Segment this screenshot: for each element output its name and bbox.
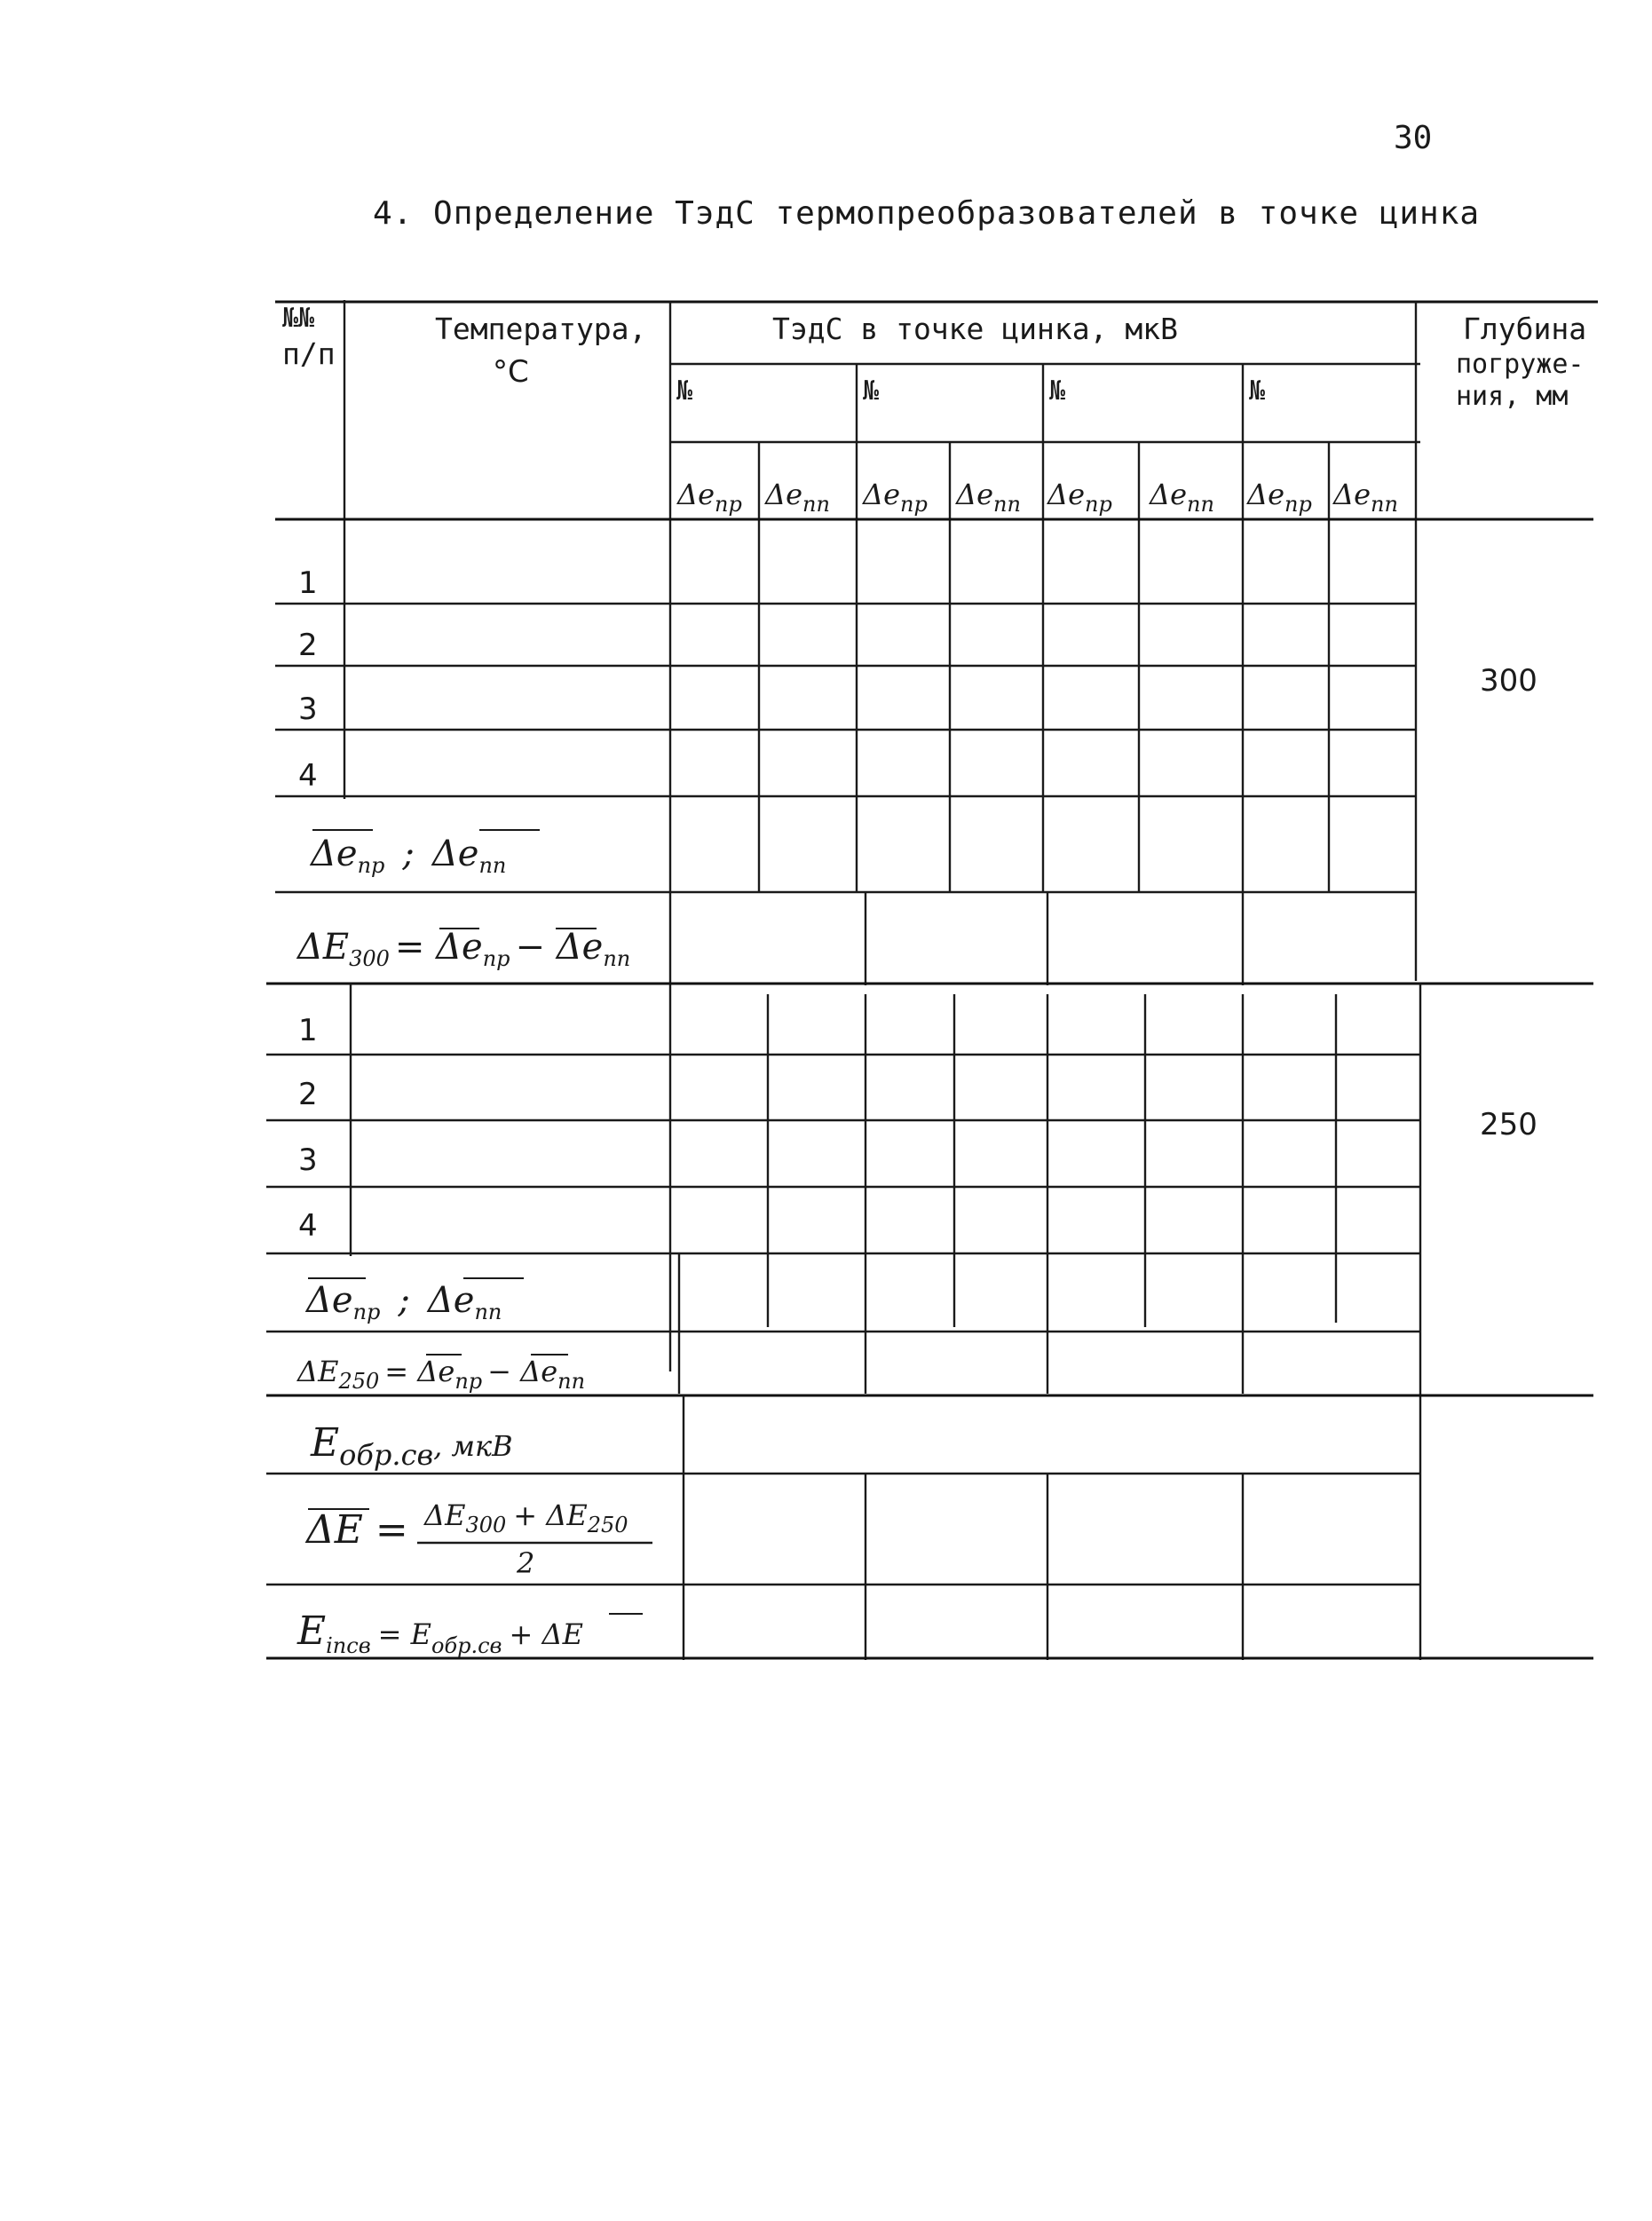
page-title: 4. Определение ТэдС термопреобразователей в точке цинка [373,195,1481,232]
sub-column-3: $\Delta e_{пр}$ [863,478,928,517]
row-number: 2 [298,1077,318,1112]
sub-column-1: $\Delta e_{пр}$ [677,478,742,517]
row-number-header: №№ [282,303,315,334]
sensor-3-label: № [1049,375,1066,407]
emf-header: ТэдС в точке цинка, мкВ [772,312,1178,346]
temperature-unit: °С [493,354,529,390]
row-number: 3 [298,692,318,727]
sub-column-5: $\Delta e_{пр}$ [1047,478,1112,517]
average-values-label: $\Delta e_{пр}$ ; $\Delta e_{пп}$ [306,1280,502,1324]
sub-column-2: $\Delta e_{пп}$ [765,478,830,517]
depth-header-1: Глубина [1463,312,1587,346]
row-number: 2 [298,628,318,663]
sub-column-6: $\Delta e_{пп}$ [1150,478,1214,517]
reference-emf-label: $E_{обр.св}^{, мкВ}$ [311,1420,513,1472]
row-number: 4 [298,1208,318,1244]
depth-value-250: 250 [1480,1107,1537,1142]
table-header [282,303,1586,517]
block-300 [296,565,1537,971]
sub-column-4: $\Delta e_{пп}$ [956,478,1021,517]
depth-header-3: ния, мм [1456,381,1569,412]
depth-value-300: 300 [1480,663,1537,699]
summary-section [296,1420,652,1658]
row-number: 3 [298,1142,318,1178]
temperature-header: Температура, [435,312,647,346]
page-number: 30 [1394,120,1433,156]
row-number: 1 [298,565,318,601]
sensor-1-label: № [676,375,693,407]
sensor-2-label: № [863,375,880,407]
sub-column-8: $\Delta e_{пп}$ [1333,478,1398,517]
test-emf-formula: $E_{incв}$ $^{= E}_{обр.св}$ $^{+ \Delta E}$ [297,1608,583,1658]
delta-e-250-formula: $\Delta E_{250} = \Delta e_{пр} - \Delta e_{пп}$ [297,1355,586,1394]
block-250 [296,1013,1537,1394]
row-number: 1 [298,1013,318,1048]
row-number: 4 [298,758,318,794]
sub-column-7: $\Delta e_{пр}$ [1247,478,1312,517]
row-number-header-2: п/п [282,336,336,371]
delta-e-300-formula: $\Delta E_{300} = \Delta e_{пр} - \Delta e_{пп}$ [297,927,631,971]
average-delta-denominator: 2 [517,1546,535,1580]
average-delta-label: ΔE = [306,1507,408,1553]
average-values-label: $\Delta e_{пр}$ ; $\Delta e_{пп}$ [311,834,507,878]
average-delta-numerator: $\Delta E_{300} + \Delta E_{250}$ [424,1498,628,1537]
depth-header-2: погруже- [1456,349,1585,380]
sensor-4-label: № [1249,375,1266,407]
